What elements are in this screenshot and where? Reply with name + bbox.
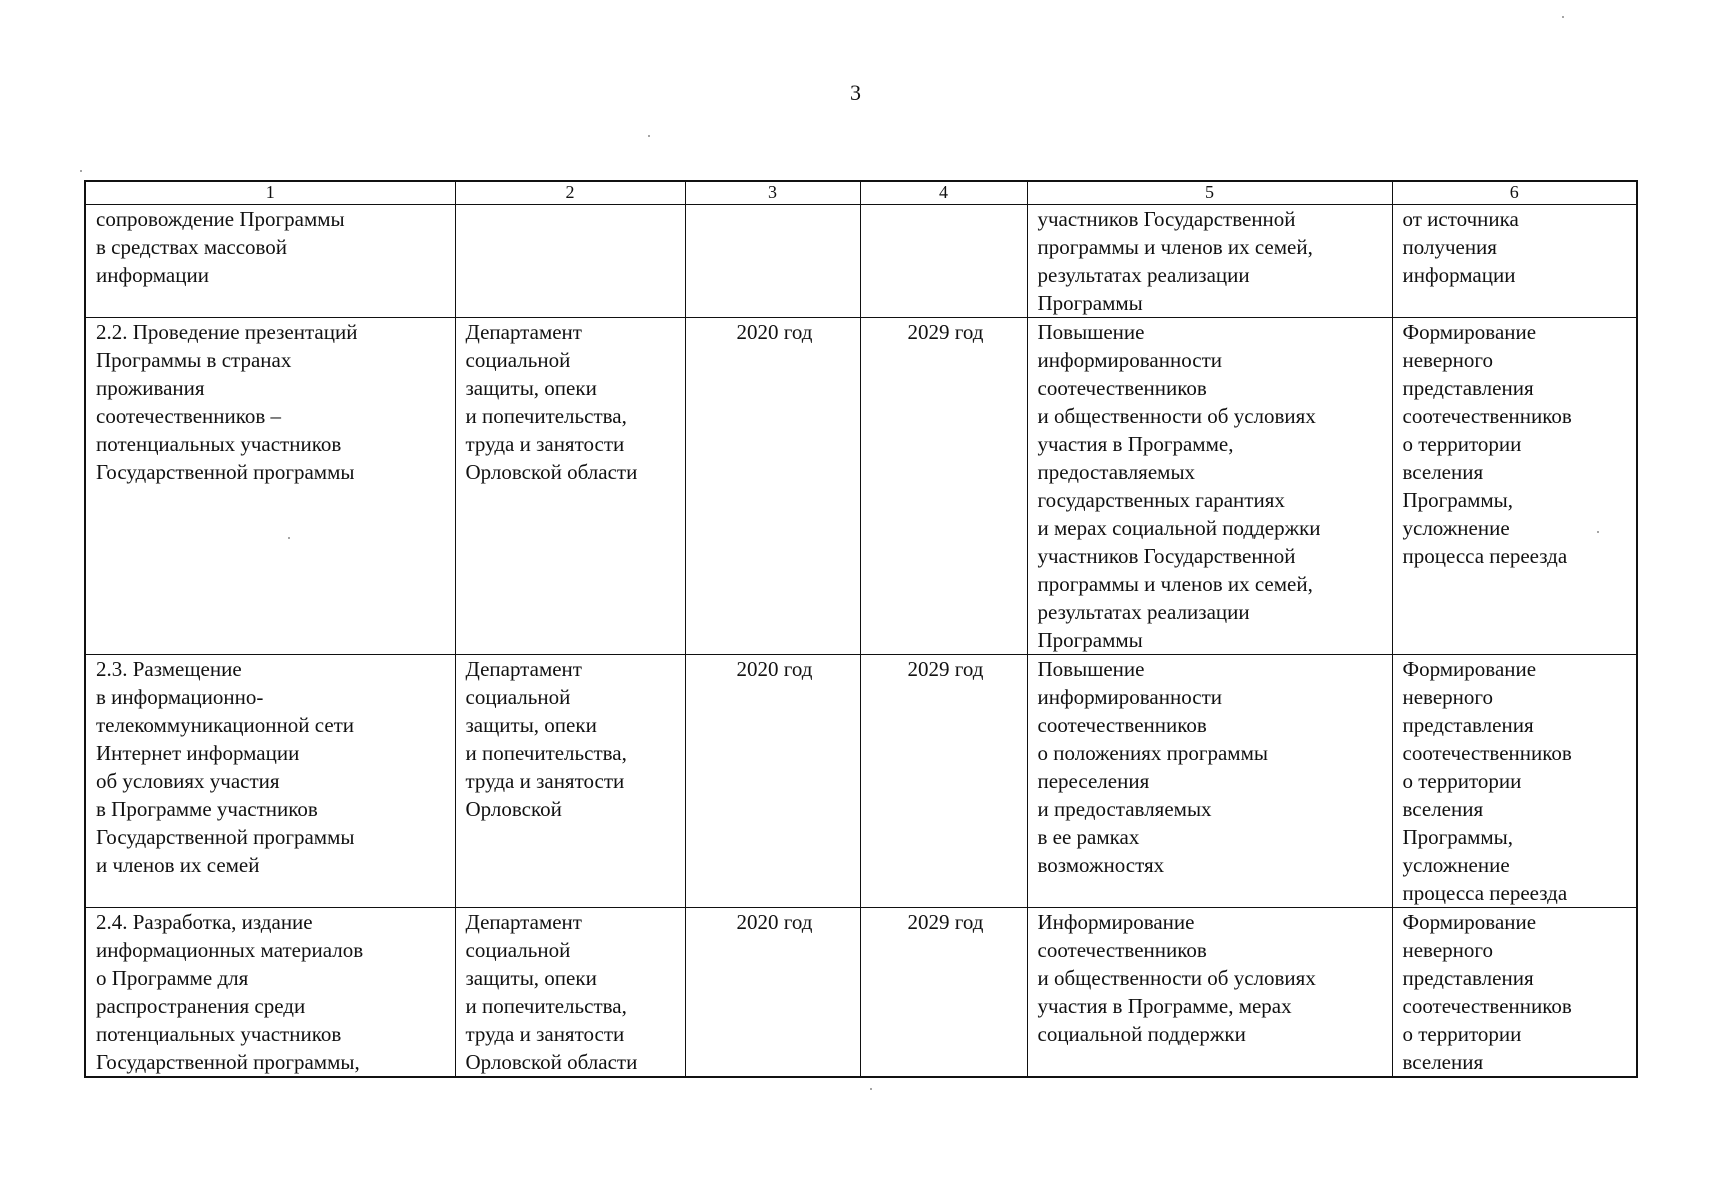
col-header-4: 4 <box>860 181 1027 205</box>
executor-cell: Департамент социальной защиты, опеки и попечительства, труда и занятости Орловской области <box>455 318 685 655</box>
executor-cell <box>455 205 685 318</box>
col-header-1: 1 <box>85 181 455 205</box>
col-header-3: 3 <box>685 181 860 205</box>
program-measures-table <box>84 180 1638 1078</box>
consequence-cell: Формирование неверного представления соотечественников о территории вселения <box>1392 908 1637 1078</box>
table-row <box>85 655 1637 908</box>
start-year-cell <box>685 205 860 318</box>
table-row <box>85 318 1637 655</box>
header-row <box>85 181 1637 205</box>
consequence-cell: от источника получения информации <box>1392 205 1637 318</box>
col-header-6: 6 <box>1392 181 1637 205</box>
scan-speck <box>870 1088 872 1090</box>
expected-result-cell: Повышение информированности соотечественников о положениях программы переселения и предоставляемых в ее рамках возможностях <box>1027 655 1392 908</box>
end-year-cell: 2029 год <box>860 908 1027 1078</box>
end-year-cell: 2029 год <box>860 655 1027 908</box>
expected-result-cell: Повышение информированности соотечественников и общественности об условиях участия в Программе, предоставляемых государственных гарантиях и мерах социальной поддержки участников Государственной программы и членов их семей, результатах реализации Программы <box>1027 318 1392 655</box>
executor-cell: Департамент социальной защиты, опеки и попечительства, труда и занятости Орловской области <box>455 908 685 1078</box>
end-year-cell <box>860 205 1027 318</box>
measure-cell: 2.2. Проведение презентаций Программы в странах проживания соотечественников – потенциальных участников Государственной программы <box>85 318 455 655</box>
expected-result-cell: Информирование соотечественников и общественности об условиях участия в Программе, мерах социальной поддержки <box>1027 908 1392 1078</box>
table-row <box>85 908 1637 1078</box>
start-year-cell: 2020 год <box>685 655 860 908</box>
executor-cell: Департамент социальной защиты, опеки и попечительства, труда и занятости Орловской <box>455 655 685 908</box>
scan-speck <box>1597 531 1599 533</box>
page-number: 3 <box>850 80 861 105</box>
col-header-2: 2 <box>455 181 685 205</box>
scan-speck <box>648 135 650 137</box>
consequence-cell: Формирование неверного представления соотечественников о территории вселения Программы, усложнение процесса переезда <box>1392 655 1637 908</box>
scan-speck <box>1562 16 1564 18</box>
col-header-5: 5 <box>1027 181 1392 205</box>
table-row <box>85 205 1637 318</box>
consequence-cell: Формирование неверного представления соотечественников о территории вселения Программы, усложнение процесса переезда <box>1392 318 1637 655</box>
measure-cell: 2.4. Разработка, издание информационных материалов о Программе для распространения среди потенциальных участников Государственной программы, <box>85 908 455 1078</box>
scan-speck <box>80 170 82 172</box>
start-year-cell: 2020 год <box>685 908 860 1078</box>
scan-speck <box>288 537 290 539</box>
measure-cell: 2.3. Размещение в информационно- телекоммуникационной сети Интернет информации об условиях участия в Программе участников Государственной программы и членов их семей <box>85 655 455 908</box>
start-year-cell: 2020 год <box>685 318 860 655</box>
end-year-cell: 2029 год <box>860 318 1027 655</box>
measure-cell: сопровождение Программы в средствах массовой информации <box>85 205 455 318</box>
expected-result-cell: участников Государственной программы и членов их семей, результатах реализации Программы <box>1027 205 1392 318</box>
